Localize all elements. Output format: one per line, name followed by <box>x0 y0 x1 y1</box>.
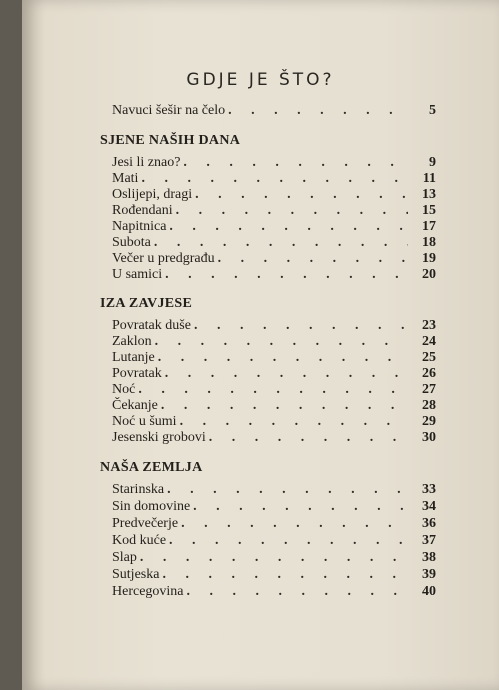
dot-leader <box>167 482 408 498</box>
toc-entry-label: U samici <box>112 267 163 282</box>
toc-entry <box>112 366 436 382</box>
toc-entry-page: 18 <box>422 235 436 250</box>
dot-leader <box>169 219 408 235</box>
toc-entry-label: Subota <box>112 235 151 250</box>
toc-entry <box>112 499 436 515</box>
dot-leader <box>195 187 408 203</box>
toc-entry-label: Starinska <box>112 482 165 497</box>
toc-entry-label: Oslijepi, dragi <box>112 187 193 202</box>
dot-leader <box>194 318 408 334</box>
section-heading-nasa-zemlja: NAŠA ZEMLJA <box>100 460 203 475</box>
toc-entry <box>112 533 436 549</box>
dot-leader <box>193 499 408 515</box>
toc-entry-label: Jesenski grobovi <box>112 430 206 445</box>
toc-entry-page: 17 <box>422 219 436 234</box>
dot-leader <box>138 382 408 398</box>
toc-entry <box>112 171 436 187</box>
page-title: GDJE JE ŠTO? <box>186 70 335 90</box>
toc-entry-page: 29 <box>422 414 436 429</box>
toc-entry <box>112 398 436 414</box>
dot-leader <box>209 430 408 446</box>
toc-entry-page: 38 <box>422 550 436 565</box>
toc-entry-page: 30 <box>422 430 436 445</box>
toc-entry <box>112 334 436 350</box>
toc-entry-page: 9 <box>429 155 436 170</box>
toc-entry-page: 25 <box>422 350 436 365</box>
toc-entry-label: Navuci šešir na čelo <box>112 103 226 118</box>
toc-entry-label: Zaklon <box>112 334 152 349</box>
dot-leader <box>155 334 408 350</box>
dot-leader <box>181 516 408 532</box>
toc-entry-page: 24 <box>422 334 436 349</box>
toc-entry-label: Noć <box>112 382 136 397</box>
toc-entry-page: 20 <box>422 267 436 282</box>
toc-entry-page: 37 <box>422 533 436 548</box>
section-heading-iza-zavjese: IZA ZAVJESE <box>100 296 193 311</box>
toc-entry <box>112 382 436 398</box>
dot-leader <box>161 398 408 414</box>
book-page <box>22 0 499 690</box>
toc-entry-page: 15 <box>422 203 436 218</box>
toc-entry <box>112 414 436 430</box>
dot-leader <box>140 550 408 566</box>
dot-leader <box>180 414 408 430</box>
toc-entry-page: 40 <box>422 584 436 599</box>
dot-leader <box>162 567 408 583</box>
dot-leader <box>158 350 408 366</box>
dot-leader <box>141 171 408 187</box>
dot-leader <box>154 235 408 251</box>
toc-entry <box>112 516 436 532</box>
toc-entry-label: Hercegovina <box>112 584 184 599</box>
toc-entry-page: 5 <box>429 103 436 118</box>
toc-entry <box>112 219 436 235</box>
toc-entry-page: 19 <box>422 251 436 266</box>
toc-entry <box>112 203 436 219</box>
toc-entry-label: Rođendani <box>112 203 173 218</box>
toc-entry-label: Kod kuće <box>112 533 167 548</box>
toc-entry-label: Povratak duše <box>112 318 191 333</box>
toc-entry-page: 33 <box>422 482 436 497</box>
toc-entry-page: 26 <box>422 366 436 381</box>
toc-entry <box>112 430 436 446</box>
toc-entry <box>112 584 436 600</box>
dot-leader <box>165 366 408 382</box>
toc-entry-label: Povratak <box>112 366 162 381</box>
toc-entry-page: 39 <box>422 567 436 582</box>
dot-leader <box>165 267 408 283</box>
toc-entry-label: Noć u šumi <box>112 414 177 429</box>
toc-entry <box>112 350 436 366</box>
toc-entry-label: Mati <box>112 171 139 186</box>
toc-entry-label: Lutanje <box>112 350 155 365</box>
toc-entry-page: 27 <box>422 382 436 397</box>
dot-leader <box>183 155 408 171</box>
toc-entry-page: 36 <box>422 516 436 531</box>
toc-entry <box>112 251 436 267</box>
dot-leader <box>187 584 408 600</box>
toc-entry-page: 34 <box>422 499 436 514</box>
toc-entry-intro <box>112 103 436 119</box>
toc-entry-label: Sin domovine <box>112 499 191 514</box>
toc-entry <box>112 187 436 203</box>
toc-entry-label: Slap <box>112 550 137 565</box>
dot-leader <box>218 251 408 267</box>
toc-entry <box>112 267 436 283</box>
toc-entry-label: Sutjeska <box>112 567 160 582</box>
toc-entry-page: 11 <box>422 171 436 186</box>
section-heading-sjene-nasih-dana: SJENE NAŠIH DANA <box>100 133 241 148</box>
dot-leader <box>228 103 408 119</box>
toc-entry-label: Večer u predgrađu <box>112 251 215 266</box>
dot-leader <box>169 533 408 549</box>
toc-entry-label: Jesi li znao? <box>112 155 181 170</box>
dot-leader <box>176 203 408 219</box>
toc-entry <box>112 155 436 171</box>
toc-entry-page: 13 <box>422 187 436 202</box>
toc-entry <box>112 482 436 498</box>
toc-entry <box>112 318 436 334</box>
toc-entry-page: 23 <box>422 318 436 333</box>
toc-entry <box>112 235 436 251</box>
toc-entry <box>112 550 436 566</box>
toc-entry-page: 28 <box>422 398 436 413</box>
toc-entry-label: Predvečerje <box>112 516 179 531</box>
toc-entry-label: Napitnica <box>112 219 167 234</box>
toc-entry-label: Čekanje <box>112 398 158 413</box>
toc-entry <box>112 567 436 583</box>
